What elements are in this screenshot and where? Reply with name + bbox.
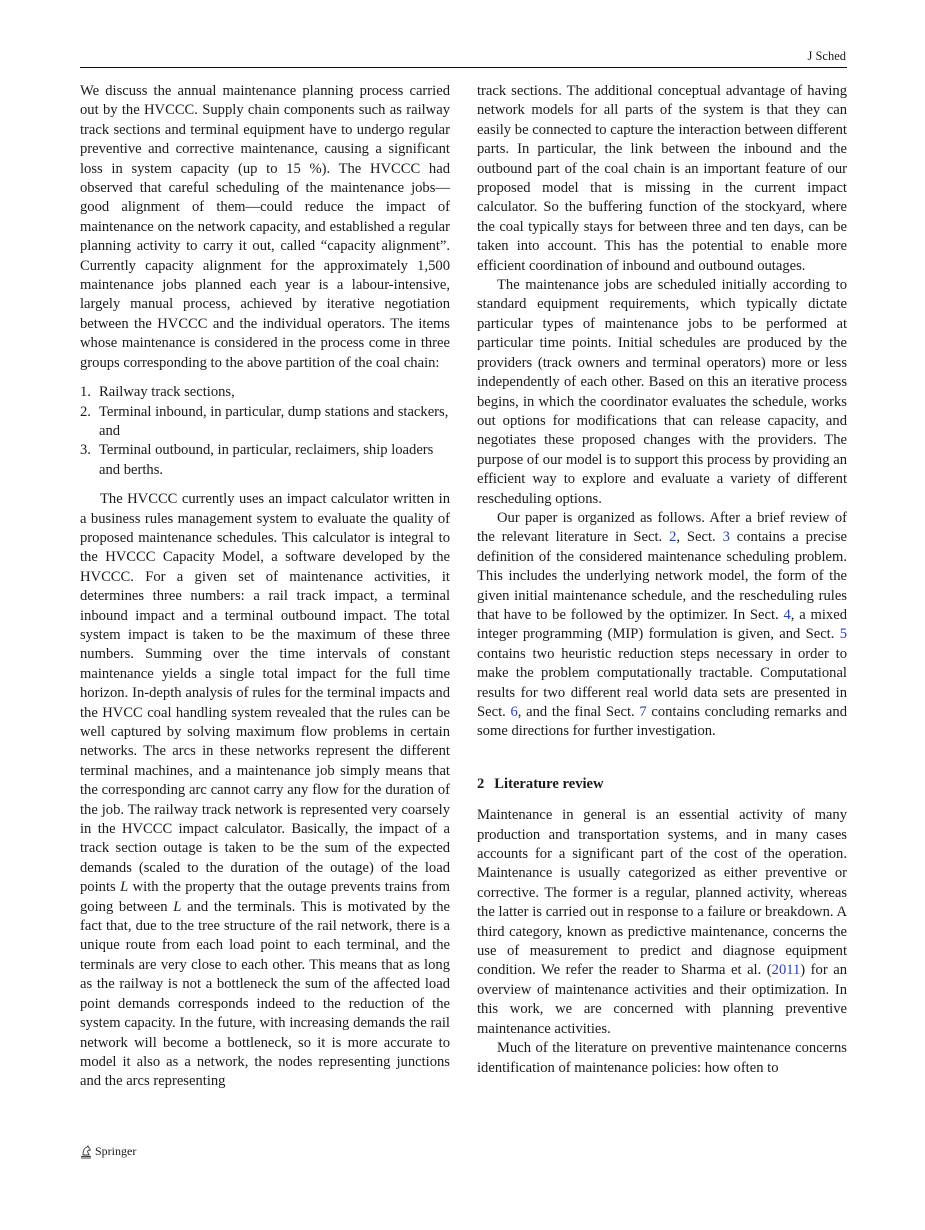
section-link-2[interactable]: 2 xyxy=(669,529,677,546)
right-column xyxy=(477,82,847,1078)
policies-paragraph: Much of the literature on preventive maintenance concerns identification of maintenance policies: how often to xyxy=(477,1040,847,1076)
intro-paragraph: We discuss the annual maintenance planning process carried out by the HVCCC. Supply chain components such as railway track sections and terminal equipment have to undergo regular preventive and corrective maintenance, causing a significant loss in system capacity (up to 15 %). The HVCCC had observed that careful scheduling of the maintenance jobs—good alignment of them—could reduce the impact of maintenance on the network capacity, and established a regular planning activity to carry it out, called “capacity alignment”. Currently capacity alignment for the approximately 1,500 maintenance jobs planned each year is a labour-intensive, largely manual process, achieved by iterative negotiation between the HVCCC and the individual operators. The items whose maintenance is considered in the process come in three groups corresponding to the above partition of the coal chain: xyxy=(80,83,450,371)
running-head: J Sched xyxy=(807,49,846,63)
list-item: 1. Railway track sections, xyxy=(80,384,235,401)
section-link-5[interactable]: 5 xyxy=(839,626,847,643)
math-symbol-L: L xyxy=(120,879,129,896)
component-list xyxy=(80,383,450,480)
section-link-4[interactable]: 4 xyxy=(783,606,791,623)
section-heading: 2 Literature review xyxy=(477,775,604,792)
page-footer xyxy=(80,1144,136,1159)
citation-link[interactable]: 2011 xyxy=(771,962,801,979)
math-symbol-L: L xyxy=(173,898,182,915)
paper-organization-paragraph: Our paper is organized as follows. After a brief review of the relevant literature in Sect. 2, Sect. 3 contains a precise definition of the considered maintenance scheduling problem. This includes the underlying network model, the form of the given initial maintenance schedule, and the rescheduling rules that have to be followed by the optimizer. In Sect. 4, a mixed integer programming (MIP) formulation is given, and Sect. 5 contains two heuristic reduction steps necessary in order to make the problem computationally tractable. Computational results for two different real world data sets are presented in Sect. 6, and the final Sect. 7 contains concluding remarks and some directions for further investigation. xyxy=(477,509,847,740)
header-rule xyxy=(80,67,847,68)
section-link-7[interactable]: 7 xyxy=(639,704,647,720)
left-column xyxy=(80,82,450,1092)
scheduling-process-paragraph: The maintenance jobs are scheduled initially according to standard equipment requirements, which typically dictate particular types of maintenance jobs to be performed at particular time points. Initial schedules are produced by the providers (track owners and terminal operators) more or less independently of each other. Based on this an iterative process begins, in which the coordinator evaluates the schedule, works out options for modifications that can release capacity, and negotiates these proposed changes with the providers. The purpose of our model is to support this process by providing an efficient way to explore and evaluate a variety of different rescheduling options. xyxy=(477,277,847,507)
list-item: 2. Terminal inbound, in particular, dump stations and stackers, and xyxy=(80,403,449,439)
publisher-name: Springer xyxy=(95,1144,137,1158)
list-item: 3. Terminal outbound, in particular, reclaimers, ship loaders and berths. xyxy=(80,442,434,478)
section-link-3[interactable]: 3 xyxy=(722,529,730,546)
springer-horse-icon xyxy=(80,1145,92,1159)
literature-paragraph: Maintenance in general is an essential activity of many production and transportation systems, and in many cases accounts for a significant part of the cost of the operation. Maintenance is usually categorized as either preventive or corrective. The former is a regular, planned activity, whereas the latter is carried out in response to a failure or breakdown. A third category, known as predictive maintenance, concerns the use of measurement to predict and diagnose equipment condition. We refer the reader to Sharma et al. (2011) for an overview of maintenance activities and their optimization. In this work, we are concerned with planning preventive maintenance activities. xyxy=(477,807,847,1037)
network-models-paragraph: track sections. The additional conceptual advantage of having network models for all parts of the system is that they can easily be connected to capture the interaction between different parts. In particular, the link between the inbound and the outbound part of the coal chain is an important feature of our proposed model that is missing in the current impact calculator. So the buffering function of the stockyard, where the coal typically stays for between three and ten days, can be taken into account. This has the potential to enable more efficient coordination of inbound and outbound outages. xyxy=(477,83,847,274)
impact-calculator-paragraph: The HVCCC currently uses an impact calculator written in a business rules management system to evaluate the quality of proposed maintenance schedules. This calculator is integral to the HVCCC Capacity Model, a software developed by the HVCCC. For a given set of maintenance activities, it determines three numbers: a rail track impact, a terminal inbound impact and a terminal outbound impact. The total system impact is taken to be the maximum of these three numbers. Summing over the time intervals of constant maintenance yields a single total impact for the full time horizon. In-depth analysis of rules for the terminal impacts and the HVCC coal handling system revealed that the rules can be well captured by solving maximum flow problems in certain networks. The arcs in these networks represent the different terminal machines, and a maintenance job simply means that the corresponding arc cannot carry any flow for the duration of the job. The railway track network is represented very coarsely in the HVCCC impact calculator. Basically, the impact of a track section outage is taken to be the sum of the expected demands (scaled to the duration of the outage) of the load points L with the property that the outage prevents trains from going between L and the terminals. This is motivated by the fact that, due to the tree structure of the rail network, there is a unique route from each load point to each terminal, and the terminals are very close to each other. This means that as long as the railway is not a bottleneck the sum of the affected load point demands corresponds indeed to the reduction of the system capacity. In the future, with increasing demands the rail network will become a bottleneck, so it is more accurate to model it also as a network, the nodes representing junctions and the arcs representing xyxy=(80,491,450,1090)
section-link-6[interactable]: 6 xyxy=(510,704,518,720)
